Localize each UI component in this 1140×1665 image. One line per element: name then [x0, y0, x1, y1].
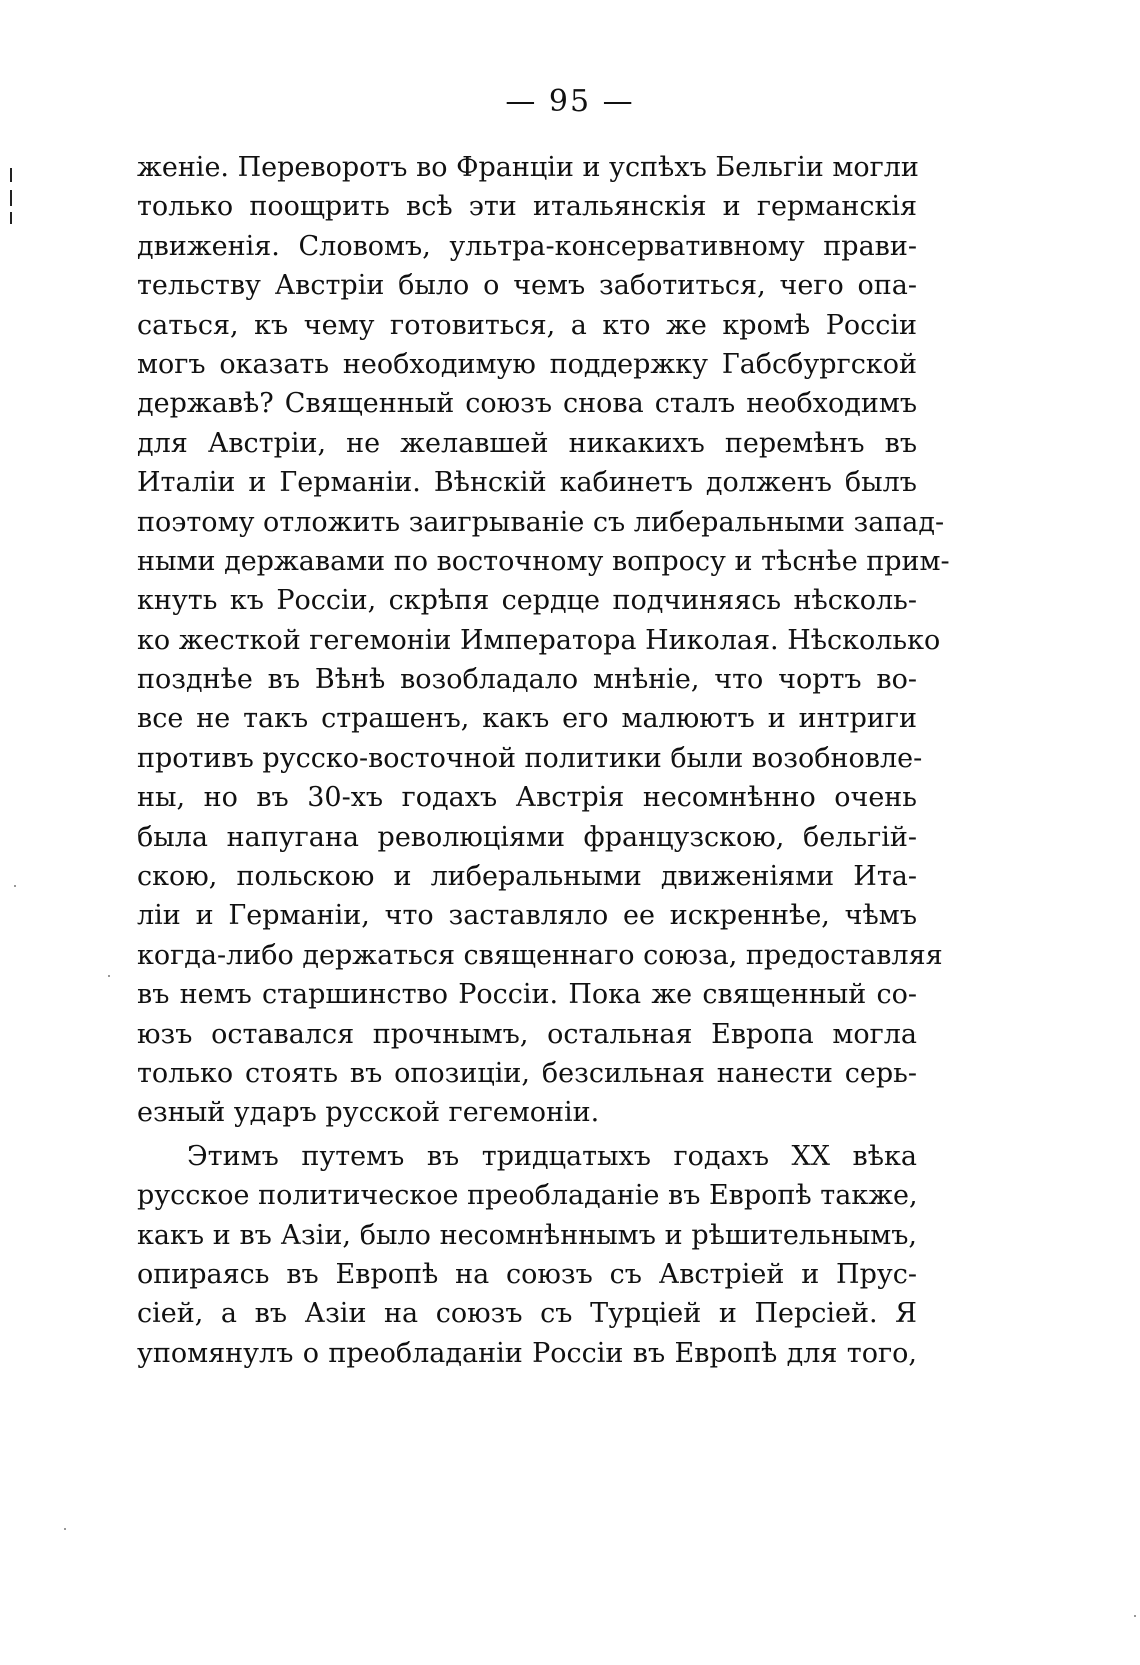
text-line: опираясь въ Европѣ на союзъ съ Австріей и Прус-: [137, 1258, 917, 1290]
page-body: [137, 148, 950, 1373]
paragraph-1: [137, 148, 950, 1133]
text-line: тельству Австріи было о чемъ заботиться, чего опа-: [137, 270, 917, 302]
speck: [14, 885, 16, 887]
text-line: противъ русско-восточной политики были возобновле-: [137, 742, 923, 774]
text-line: саться, къ чему готовиться, а кто же кромѣ Россіи: [137, 309, 917, 341]
text-line: кнуть къ Россіи, скрѣпя сердце подчиняясь нѣсколь-: [137, 585, 917, 617]
page-number: — 95 —: [505, 84, 635, 119]
text-line: только стоять въ опозиціи, безсильная нанести серь-: [137, 1057, 917, 1089]
margin-mark: [6, 168, 16, 228]
text-line: скою, польскою и либеральными движеніями Ита-: [137, 861, 917, 893]
paragraph-2: [137, 1137, 917, 1373]
text-line: державѣ? Священный союзъ снова сталъ необходимъ: [137, 388, 917, 420]
text-line: сіей, а въ Азіи на союзъ съ Турціей и Персіей. Я: [137, 1298, 917, 1330]
text-line: упомянулъ о преобладаніи Россіи въ Европѣ для того,: [137, 1337, 917, 1369]
text-line: какъ и въ Азіи, было несомнѣннымъ и рѣшительнымъ,: [137, 1219, 917, 1251]
text-line: ліи и Германіи, что заставляло ее искреннѣе, чѣмъ: [137, 900, 917, 932]
text-line: только поощрить всѣ эти итальянскія и германскія: [137, 191, 917, 223]
text-line: езный ударъ русской гегемоніи.: [137, 1097, 600, 1129]
speck: [64, 1528, 66, 1530]
text-line: въ немъ старшинство Россіи. Пока же священный со-: [137, 979, 917, 1011]
text-line: для Австріи, не желавшей никакихъ перемѣнъ въ: [137, 427, 917, 459]
speck: [108, 975, 110, 977]
text-line: когда-либо держаться священнаго союза, предоставляя: [137, 939, 943, 971]
text-line: женіе. Переворотъ во Франціи и успѣхъ Бельгіи могли: [137, 152, 919, 183]
text-line: Италіи и Германіи. Вѣнскій кабинетъ долженъ былъ: [137, 467, 917, 499]
text-line: могъ оказать необходимую поддержку Габсбургской: [137, 348, 917, 380]
text-line: русское политическое преобладаніе въ Европѣ также,: [137, 1180, 918, 1212]
text-line: ны, но въ 30-хъ годахъ Австрія несомнѣнно очень: [137, 782, 917, 814]
text-line: все не такъ страшенъ, какъ его малюютъ и интриги: [137, 703, 917, 735]
text-line: была напугана революціями французскою, бельгій-: [137, 821, 917, 853]
text-line: поэтому отложить заигрываніе съ либеральными запад-: [137, 506, 945, 538]
text-line: ко жесткой гегемоніи Императора Николая. Нѣсколько: [137, 624, 941, 656]
speck: [1134, 1615, 1136, 1617]
text-line: ными державами по восточному вопросу и тѣснѣе прим-: [137, 545, 950, 577]
text-line: Этимъ путемъ въ тридцатыхъ годахъ XX вѣка: [187, 1140, 917, 1172]
text-line: юзъ оставался прочнымъ, остальная Европа могла: [137, 1018, 917, 1050]
text-line: движенія. Словомъ, ультра-консервативному прави-: [137, 230, 917, 262]
text-line: позднѣе въ Вѣнѣ возобладало мнѣніе, что чортъ во-: [137, 664, 917, 696]
